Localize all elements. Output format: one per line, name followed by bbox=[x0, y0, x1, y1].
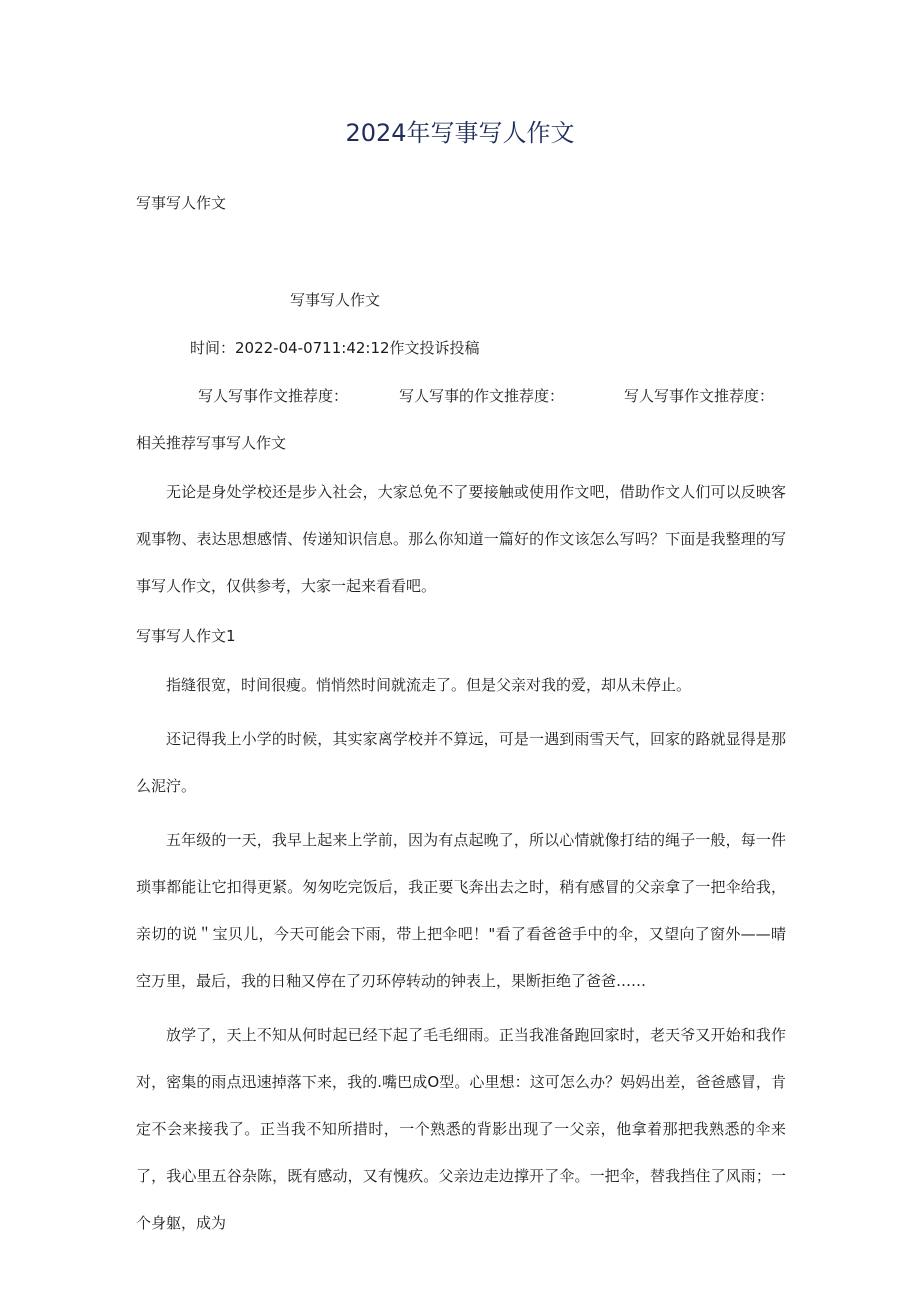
recommendation-3[interactable]: 写人写事作文推荐度： bbox=[624, 387, 775, 405]
essay-paragraph-2: 还记得我上小学的时候，其实家离学校并不算远，可是一遇到雨雪天气，回家的路就显得是那么泥泞。 bbox=[136, 730, 786, 795]
intro-text: 无论是身处学校还是步入社会，大家总免不了要接触或使用作文吧，借助作文人们可以反映客观事物、表达思想感情、传递知识信息。那么你知道一篇好的作文该怎么写吗？下面是我整理的写事写人作文，仅供参考，大家一起来看看吧。 bbox=[136, 483, 786, 595]
recommendation-2[interactable]: 写人写事的作文推荐度： bbox=[399, 387, 565, 405]
essay-body bbox=[136, 662, 786, 1247]
center-heading: 写事写人作文 bbox=[290, 291, 381, 309]
document-title: 2024年写事写人作文 bbox=[345, 119, 575, 147]
intro-paragraph bbox=[136, 469, 786, 610]
essay-paragraph-1: 指缝很宽，时间很瘦。悄悄然时间就流走了。但是父亲对我的爱，却从未停止。 bbox=[166, 676, 692, 694]
essay-paragraph-4: 放学了，天上不知从何时起已经下起了毛毛细雨。正当我准备跑回家时，老天爷又开始和我作对，密集的雨点迅速掉落下来，我的.嘴巴成O型。心里想：这可怎么办？妈妈出差，爸爸感冒，肯定不会来接我了。正当我不知所措时，一个熟悉的背影出现了一父亲，他拿着那把我熟悉的伞来了，我心里五谷杂陈，既有感动，又有愧疚。父亲边走边撑开了伞。一把伞，替我挡住了风雨；一个身躯，成为 bbox=[136, 1026, 786, 1232]
essay-paragraph-3: 五年级的一天，我早上起来上学前，因为有点起晚了，所以心情就像打结的绳子一般，每一件琐事都能让它扣得更紧。匆匆吃完饭后，我正要飞奔出去之时，稍有感冒的父亲拿了一把伞给我，亲切的说＂宝贝儿，今天可能会下雨，带上把伞吧！"看了看爸爸手中的伞，又望向了窗外——晴空万里，最后，我的日釉又停在了刃环停转动的钟表上，果断拒绝了爸爸…… bbox=[136, 831, 786, 990]
recommendation-1[interactable]: 写人写事作文推荐度： bbox=[198, 387, 349, 405]
meta-line: 时间：2022-04-0711:42:12作文投诉投稿 bbox=[190, 339, 480, 357]
related-heading: 相关推荐写事写人作文 bbox=[136, 434, 287, 452]
section-heading: 写事写人作文1 bbox=[136, 627, 236, 645]
document-subtitle: 写事写人作文 bbox=[136, 194, 227, 212]
